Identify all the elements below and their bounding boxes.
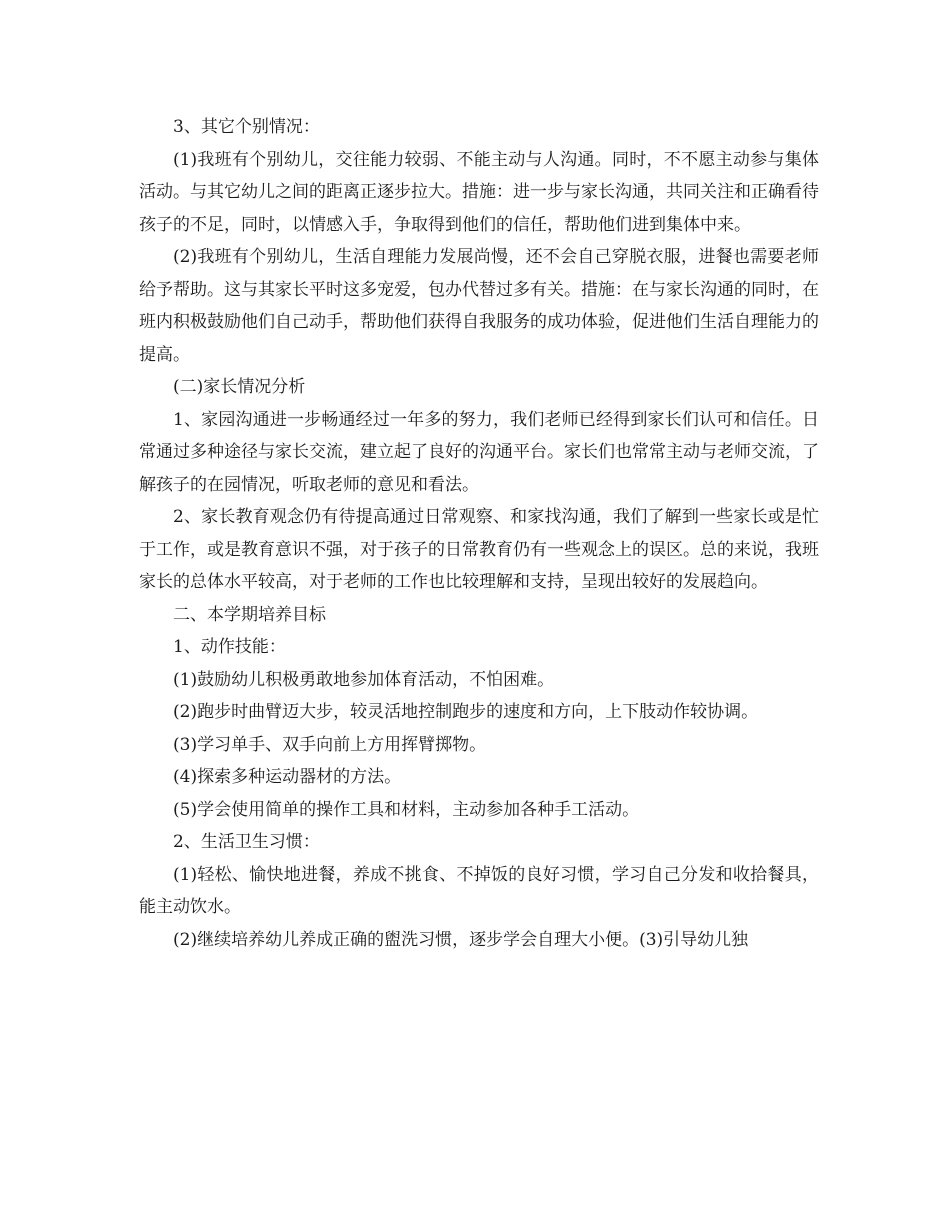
paragraph-case-2: (2)我班有个别幼儿，生活自理能力发展尚慢，还不会自己穿脱衣服，进餐也需要老师给予帮助。这与其家长平时这多宠爱，包办代替过多有关。措施：在与家长沟通的同时，在班内积极鼓励他们自己动手，帮助他们获得自我服务的成功体验，促进他们生活自理能力的提高。 — [139, 247, 819, 365]
paragraph-parent-communication: 1、家园沟通进一步畅通经过一年多的努力，我们老师已经得到家长们认可和信任。日常通过多种途径与家长交流，建立起了良好的沟通平台。家长们也常常主动与老师交流，了解孩子的在园情况，听取老师的意见和看法。 — [139, 409, 819, 495]
subheading-hygiene-habits: 2、生活卫生习惯： — [173, 832, 320, 852]
document-body — [139, 111, 819, 956]
list-item-motor-3: (3)学习单手、双手向前上方用挥臂掷物。 — [173, 734, 487, 755]
paragraph-parent-education: 2、家长教育观念仍有待提高通过日常观察、和家找沟通，我们了解到一些家长或是忙于工作，或是教育意识不强，对于孩子的日常教育仍有一些观念上的误区。总的来说，我班家长的总体水平较高，对于老师的工作也比较理解和支持，呈现出较好的发展趋向。 — [139, 507, 819, 592]
list-item-motor-5: (5)学会使用简单的操作工具和材料，主动参加各种手工活动。 — [173, 799, 640, 820]
list-item-motor-4: (4)探索多种运动器材的方法。 — [173, 767, 402, 787]
section-heading-training-goals: 二、本学期培养目标 — [173, 604, 326, 625]
subheading-motor-skills: 1、动作技能： — [173, 637, 286, 657]
paragraph-heading-other-cases: 3、其它个别情况： — [173, 117, 320, 137]
list-item-motor-2: (2)跑步时曲臂迈大步，较灵活地控制跑步的速度和方向，上下肢动作较协调。 — [173, 702, 759, 722]
list-item-hygiene-2: (2)继续培养幼儿养成正确的盥洗习惯，逐步学会自理大小便。(3)引导幼儿独 — [173, 929, 749, 950]
paragraph-case-1: (1)我班有个别幼儿，交往能力较弱、不能主动与人沟通。同时，不不愿主动参与集体活动。与其它幼儿之间的距离正逐步拉大。措施：进一步与家长沟通，共同关注和正确看待孩子的不足，同时，以情感入手，争取得到他们的信任，帮助他们进到集体中来。 — [139, 149, 819, 235]
section-heading-parent-analysis: (二)家长情况分析 — [173, 377, 306, 397]
list-item-hygiene-1: (1)轻松、愉快地进餐，养成不挑食、不掉饭的良好习惯，学习自己分发和收拾餐具，能主动饮水。 — [139, 864, 819, 917]
list-item-motor-1: (1)鼓励幼儿积极勇敢地参加体育活动，不怕困难。 — [173, 669, 555, 690]
